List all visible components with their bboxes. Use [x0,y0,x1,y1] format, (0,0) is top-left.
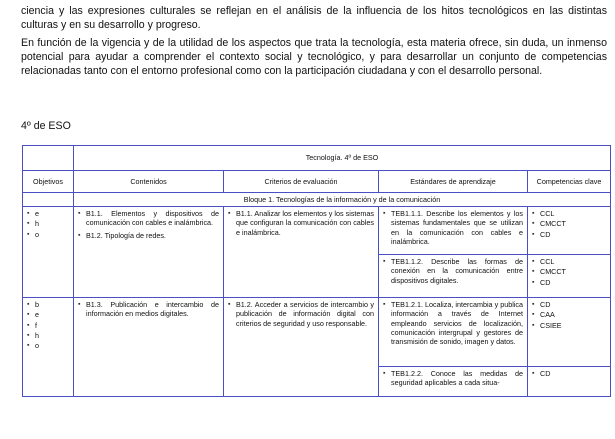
objetivo-item: ▪ o [27,341,69,350]
estandar-item: ▪ TEB1.2.1. Localiza, intercambia y publica información a través de Internet empleando servicios de localización, comunicación intergrupal y gestores de transmisión de sonido, imagen y datos. [383,300,523,346]
table-corner-cell [23,146,74,171]
competencia-item: ▪ CAA [532,310,606,319]
competencia-item: ▪ CD [532,369,606,378]
objetivos-cell [23,207,74,298]
estandar-cell [379,255,528,298]
criterios-cell [224,298,379,397]
criterio-item: ▪ B1.2. Acceder a servicios de intercambio y publicación de información digital con criterios de seguridad y uso responsable. [228,300,374,328]
header-objetivos: Objetivos [23,171,74,193]
contenidos-cell [74,207,224,298]
competencia-item: ▪ CMCCT [532,219,606,228]
contenido-item: ▪ B1.1. Elementos y dispositivos de comunicación con cables e inalámbrica. [78,209,219,228]
objetivos-cell [23,298,74,397]
header-competencias: Competencias clave [528,171,611,193]
competencia-item: ▪ CMCCT [532,267,606,276]
header-estandares: Estándares de aprendizaje [379,171,528,193]
competencias-cell [528,367,611,397]
objetivo-item: ▪ f [27,321,69,330]
estandar-cell [379,367,528,397]
estandar-item: ▪ TEB1.1.2. Describe las formas de conexión en la comunicación entre dispositivos digitales. [383,257,523,285]
competencia-item: ▪ CSIEE [532,321,606,330]
estandar-cell [379,298,528,367]
competencias-cell [528,298,611,367]
block-spacer-cell [23,193,74,207]
table-title: Tecnología. 4º de ESO [74,146,611,171]
competencias-cell [528,255,611,298]
competencia-item: ▪ CD [532,230,606,239]
objetivo-item: ▪ e [27,310,69,319]
competencia-item: ▪ CCL [532,257,606,266]
level-heading: 4º de ESO [21,120,71,132]
contenidos-cell [74,298,224,397]
block-title: Bloque 1. Tecnologías de la información y de la comunicación [74,193,611,207]
objetivo-item: ▪ b [27,300,69,309]
contenido-item: ▪ B1.2. Tipología de redes. [78,231,219,240]
objetivo-item: ▪ e [27,209,69,218]
intro-paragraph-2: En función de la vigencia y de la utilidad de los aspectos que trata la tecnología, esta materia ofrece, sin duda, un inmenso potencial para ayudar a comprender el contexto social y tecnológico, y para desarrollar un conjunto de competencias relacionadas tanto con el entorno profesional como con la participación ciudadana y con el desarrollo personal. [21,37,607,77]
table-row [23,298,611,367]
objetivo-item: ▪ h [27,331,69,340]
competencia-item: ▪ CCL [532,209,606,218]
criterio-item: ▪ B1.1. Analizar los elementos y los sistemas que configuran la comunicación con cables e inalámbrica. [228,209,374,237]
estandar-cell [379,207,528,255]
intro-paragraph-1: ciencia y las expresiones culturales se reflejan en el análisis de la influencia de los hitos tecnológicos en las distintas culturas y en su desarrollo y progreso. [21,5,607,31]
competencia-item: ▪ CD [532,278,606,287]
estandar-item: ▪ TEB1.1.1. Describe los elementos y los sistemas fundamentales que se utilizan en la comunicación con cables e inalámbrica. [383,209,523,246]
curriculum-table [22,145,611,397]
header-criterios: Criterios de evaluación [224,171,379,193]
competencias-cell [528,207,611,255]
criterios-cell [224,207,379,298]
estandar-item: ▪ TEB1.2.2. Conoce las medidas de seguridad aplicables a cada situa- [383,369,523,388]
objetivo-item: ▪ o [27,230,69,239]
contenido-item: ▪ B1.3. Publicación e intercambio de información en medios digitales. [78,300,219,319]
header-contenidos: Contenidos [74,171,224,193]
competencia-item: ▪ CD [532,300,606,309]
objetivo-item: ▪ h [27,219,69,228]
table-row [23,207,611,255]
